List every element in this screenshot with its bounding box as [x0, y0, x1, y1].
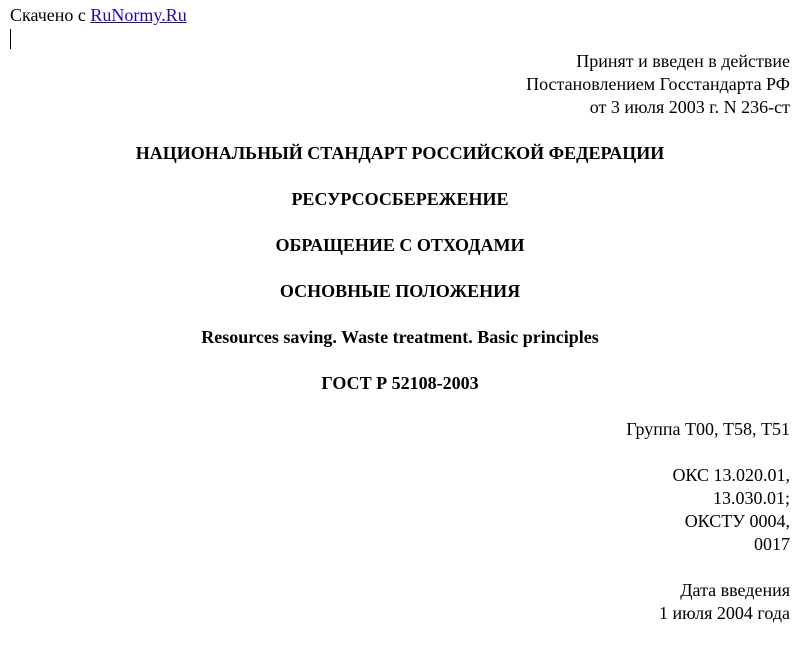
effective-date-value: 1 июля 2004 года	[659, 603, 790, 623]
source-line	[10, 4, 187, 27]
national-standard-heading: НАЦИОНАЛЬНЫЙ СТАНДАРТ РОССИЙСКОЙ ФЕДЕРАЦИИ	[135, 143, 665, 163]
okstu-code-1: ОКСТУ 0004,	[684, 511, 790, 531]
source-prefix: Скачено с	[10, 5, 86, 25]
oks-code-1: ОКС 13.020.01,	[672, 465, 790, 485]
title-basic-principles: ОСНОВНЫЕ ПОЛОЖЕНИЯ	[279, 281, 521, 301]
adoption-line-1: Принят и введен в действие	[576, 51, 790, 71]
title-resource-saving: РЕСУРСОСБЕРЕЖЕНИЕ	[291, 189, 509, 209]
source-link[interactable]: RuNormy.Ru	[90, 5, 187, 25]
title-waste-treatment: ОБРАЩЕНИЕ С ОТХОДАМИ	[275, 235, 525, 255]
okstu-code-2: 0017	[754, 534, 790, 554]
oks-code-2: 13.030.01;	[712, 488, 790, 508]
english-title: Resources saving. Waste treatment. Basic principles	[201, 327, 599, 347]
classification-group: Группа Т00, Т58, Т51	[626, 419, 790, 439]
adoption-line-2: Постановлением Госстандарта РФ	[526, 74, 790, 94]
gost-number: ГОСТ Р 52108-2003	[321, 373, 479, 393]
adoption-line-3: от 3 июля 2003 г. N 236-ст	[589, 97, 790, 117]
effective-date-label: Дата введения	[680, 580, 790, 600]
text-cursor	[10, 29, 11, 49]
